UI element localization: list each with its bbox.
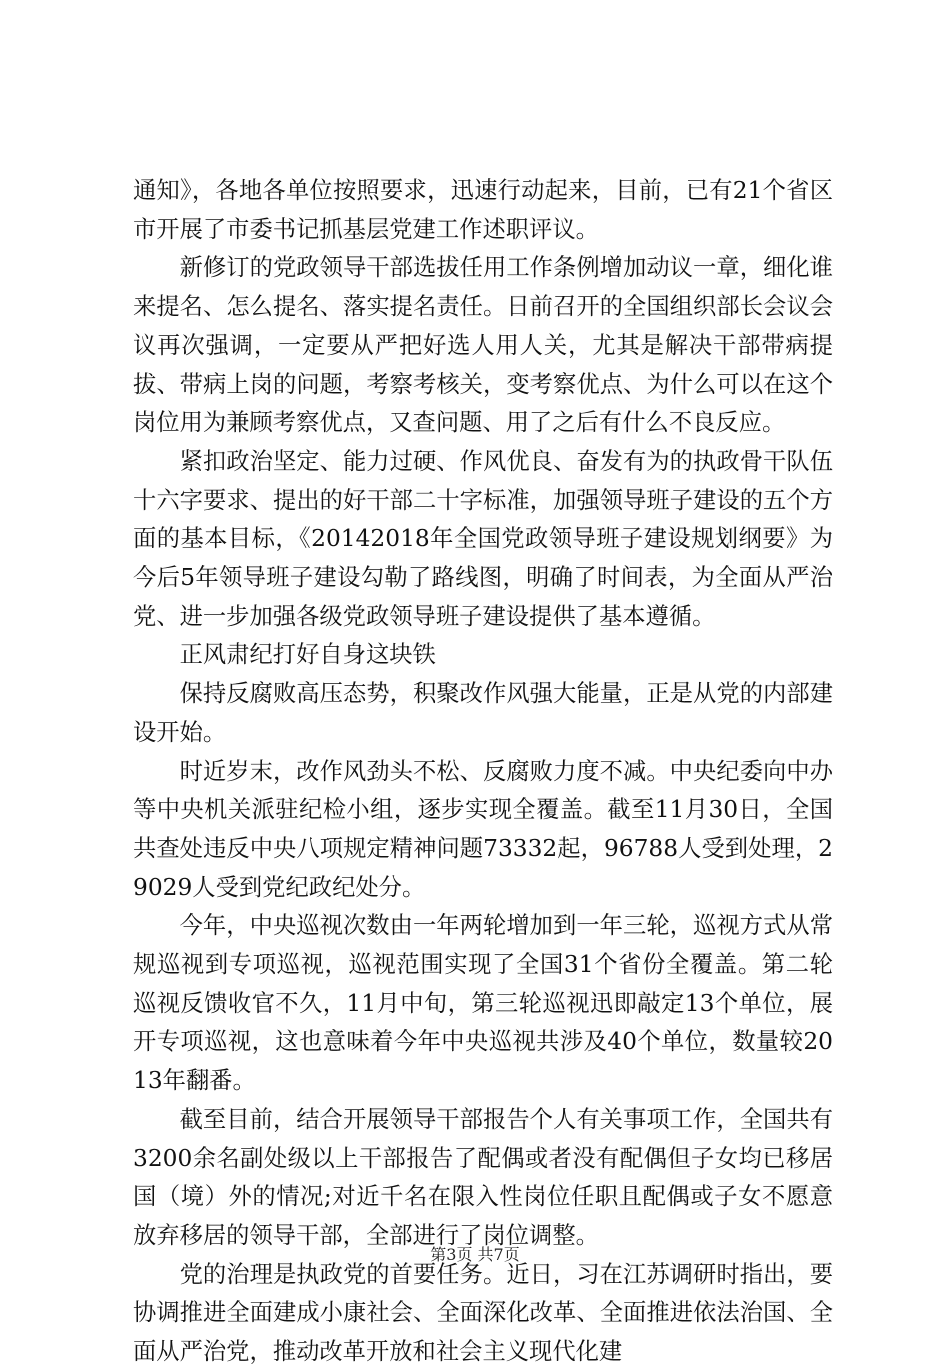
paragraph-anti-corruption: 保持反腐败高压态势，积聚改作风强大能量，正是从党的内部建设开始。 (133, 680, 833, 746)
paragraph-continuation: 通知》，各地各单位按照要求，迅速行动起来，目前，已有21个省区市开展了市委书记抓基层党建工作述职评议。 (133, 177, 833, 243)
document-body (133, 172, 833, 1372)
paragraph-year-end-statistics: 时近岁末，改作风劲头不松、反腐败力度不减。中央纪委向中办等中央机关派驻纪检小组，逐步实现全覆盖。截至11月30日，全国共查处违反中央八项规定精神问题73332起，96788人受到处理，29029人受到党纪政纪处分。 (133, 757, 833, 901)
paragraph-cadre-selection: 新修订的党政领导干部选拔任用工作条例增加动议一章，细化谁来提名、怎么提名、落实提名责任。日前召开的全国组织部长会议会议再次强调，一定要从严把好选人用人关，尤其是解决干部带病提拔、带病上岗的问题，考察考核关，变考察优点、为什么可以在这个岗位用为兼顾考察优点，又查问题、用了之后有什么不良反应。 (133, 254, 833, 437)
section-heading: 正风肃纪打好自身这块铁 (179, 641, 436, 669)
paragraph-personal-reports: 截至目前，结合开展领导干部报告个人有关事项工作，全国共有3200余名副处级以上干部报告了配偶或者没有配偶但子女均已移居国（境）外的情况;对近千名在限入性岗位任职且配偶或子女不愿意放弃移居的领导干部，全部进行了岗位调整。 (133, 1105, 833, 1249)
paragraph-party-governance: 党的治理是执政党的首要任务。近日，习在江苏调研时指出，要协调推进全面建成小康社会、全面深化改革、全面推进依法治国、全面从严治党，推动改革开放和社会主义现代化建 (133, 1260, 833, 1366)
page-number-footer: 第3页 共7页 (430, 1245, 520, 1264)
paragraph-leadership-plan: 紧扣政治坚定、能力过硬、作风优良、奋发有为的执政骨干队伍十六字要求、提出的好干部二十字标准，加强领导班子建设的五个方面的基本目标，《20142018年全国党政领导班子建设规划纲要》为今后5年领导班子建设勾勒了路线图，明确了时间表，为全面从严治党、进一步加强各级党政领导班子建设提供了基本遵循。 (133, 447, 833, 630)
paragraph-inspection-tours: 今年，中央巡视次数由一年两轮增加到一年三轮，巡视方式从常规巡视到专项巡视，巡视范围实现了全国31个省份全覆盖。第二轮巡视反馈收官不久，11月中旬，第三轮巡视迅即敲定13个单位，展开专项巡视，这也意味着今年中央巡视共涉及40个单位，数量较2013年翻番。 (133, 912, 833, 1095)
